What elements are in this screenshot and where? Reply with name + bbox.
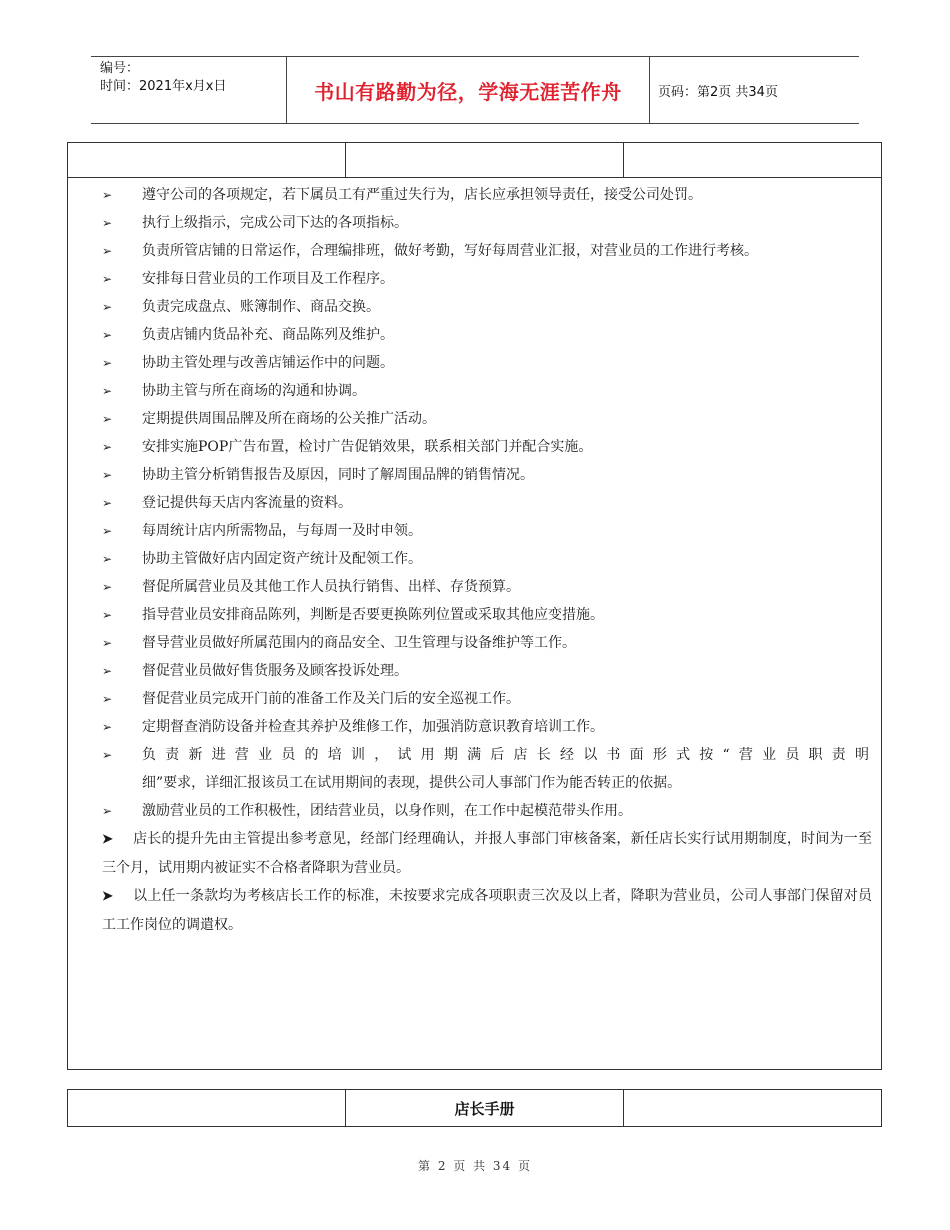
duty-item xyxy=(102,713,872,741)
arrow-bullet-icon: ➢ xyxy=(102,440,113,454)
arrow-bullet-icon: ➢ xyxy=(102,328,113,342)
duty-item xyxy=(102,433,872,461)
arrow-bullet-icon: ➢ xyxy=(102,748,113,762)
duty-item xyxy=(102,573,872,601)
duty-item-text: 协助主管与所在商场的沟通和协调。 xyxy=(142,383,366,399)
duty-item-text: 督导营业员做好所属范围内的商品安全、卫生管理与设备维护等工作。 xyxy=(142,635,576,651)
duty-item xyxy=(102,489,872,517)
column-divider xyxy=(345,143,346,177)
duty-item-text: 定期督查消防设备并检查其养护及维修工作，加强消防意识教育培训工作。 xyxy=(142,719,604,735)
arrow-bullet-icon: ➢ xyxy=(102,300,113,314)
duty-items xyxy=(102,181,872,741)
duty-item-text: 遵守公司的各项规定，若下属员工有严重过失行为，店长应承担领导责任，接受公司处罚。 xyxy=(142,187,702,203)
duty-item-text: 登记提供每天店内客流量的资料。 xyxy=(142,495,352,511)
column-divider xyxy=(623,143,624,177)
arrow-bullet-icon: ➢ xyxy=(102,496,113,510)
duty-item xyxy=(102,657,872,685)
training-line-1: 负责新进营业员的培训，试用期满后店长经以书面形式按“营业员职责明 xyxy=(142,747,872,763)
arrow-bullet-icon: ➢ xyxy=(102,524,113,538)
arrow-bullet-icon: ➢ xyxy=(102,552,113,566)
arrow-bullet-icon: ➢ xyxy=(102,356,113,370)
column-divider xyxy=(623,1090,624,1126)
arrow-bullet-icon: ➢ xyxy=(102,580,113,594)
footer-table xyxy=(67,1089,882,1127)
duty-item xyxy=(102,181,872,209)
duty-item-text: 负责完成盘点、账簿制作、商品交换。 xyxy=(142,299,380,315)
promotion-paragraph xyxy=(102,825,872,882)
duty-item xyxy=(102,685,872,713)
arrow-bullet-icon: ➢ xyxy=(102,412,113,426)
duty-item-text: 督促营业员完成开门前的准备工作及关门后的安全巡视工作。 xyxy=(142,691,520,707)
arrow-bullet-icon: ➤ xyxy=(102,832,113,847)
duty-item-text: 指导营业员安排商品陈列，判断是否要更换陈列位置或采取其他应变措施。 xyxy=(142,607,604,623)
training-line-2: 细”要求，详细汇报该员工在试用期间的表现，提供公司人事部门作为能否转正的依据。 xyxy=(142,775,682,791)
arrow-bullet-icon: ➢ xyxy=(102,468,113,482)
duty-item xyxy=(102,405,872,433)
duty-list xyxy=(102,181,872,939)
duty-item xyxy=(102,601,872,629)
duty-item xyxy=(102,377,872,405)
arrow-bullet-icon: ➢ xyxy=(102,244,113,258)
arrow-bullet-icon: ➢ xyxy=(102,636,113,650)
duty-item-text: 每周统计店内所需物品，与每周一及时申领。 xyxy=(142,523,422,539)
paragraph-text: 以上任一条款均为考核店长工作的标准，未按要求完成各项职责三次及以上者，降职为营业员，公司人事部门保留对员工工作岗位的调遣权。 xyxy=(102,888,872,933)
duty-item-text: 执行上级指示，完成公司下达的各项指标。 xyxy=(142,215,408,231)
arrow-bullet-icon: ➢ xyxy=(102,188,113,202)
number-label: 编号： xyxy=(100,61,140,76)
duty-item-text: 协助主管分析销售报告及原因，同时了解周围品牌的销售情况。 xyxy=(142,467,534,483)
duty-item xyxy=(102,545,872,573)
duty-item xyxy=(102,517,872,545)
page-header xyxy=(91,56,859,124)
duty-item-text: 督促所属营业员及其他工作人员执行销售、出样、存货预算。 xyxy=(142,579,520,595)
arrow-bullet-icon: ➢ xyxy=(102,216,113,230)
duty-item xyxy=(102,321,872,349)
arrow-bullet-icon: ➢ xyxy=(102,384,113,398)
duty-item xyxy=(102,349,872,377)
assessment-paragraph xyxy=(102,882,872,939)
duty-item-text: 安排实施POP广告布置，检讨广告促销效果，联系相关部门并配合实施。 xyxy=(142,439,593,455)
arrow-bullet-icon: ➢ xyxy=(102,608,113,622)
arrow-bullet-icon: ➢ xyxy=(102,272,113,286)
responsibility-table xyxy=(67,142,882,1070)
duty-item-text: 负责所管店铺的日常运作，合理编排班，做好考勤，写好每周营业汇报，对营业员的工作进行考核。 xyxy=(142,243,758,259)
duty-item xyxy=(102,461,872,489)
arrow-bullet-icon: ➢ xyxy=(102,664,113,678)
paragraph-text: 店长的提升先由主管提出参考意见，经部门经理确认，并报人事部门审核备案，新任店长实行试用期制度，时间为一至三个月，试用期内被证实不合格者降职为营业员。 xyxy=(102,831,872,876)
duty-item-text: 督促营业员做好售货服务及顾客投诉处理。 xyxy=(142,663,408,679)
arrow-bullet-icon: ➢ xyxy=(102,804,113,818)
duty-item xyxy=(102,237,872,265)
duty-item xyxy=(102,293,872,321)
footer-table-title: 店长手册 xyxy=(454,1099,515,1118)
page-footer: 第 2 页 共 34 页 xyxy=(418,1159,532,1173)
duty-item-text: 安排每日营业员的工作项目及工作程序。 xyxy=(142,271,394,287)
arrow-bullet-icon: ➢ xyxy=(102,720,113,734)
duty-item-text: 协助主管处理与改善店铺运作中的问题。 xyxy=(142,355,394,371)
header-motto: 书山有路勤为径，学海无涯苦作舟 xyxy=(287,57,650,123)
arrow-bullet-icon: ➢ xyxy=(102,692,113,706)
duty-item-motivate xyxy=(102,797,872,825)
header-meta xyxy=(91,57,287,123)
time-label: 时间：2021年x月x日 xyxy=(100,79,227,94)
duty-item-text: 协助主管做好店内固定资产统计及配领工作。 xyxy=(142,551,422,567)
arrow-bullet-icon: ➤ xyxy=(102,889,113,904)
duty-item-text: 激励营业员的工作积极性，团结营业员，以身作则，在工作中起模范带头作用。 xyxy=(142,803,632,819)
duty-item-text: 负责店铺内货品补充、商品陈列及维护。 xyxy=(142,327,394,343)
duty-item xyxy=(102,265,872,293)
duty-item xyxy=(102,629,872,657)
duty-item xyxy=(102,209,872,237)
duty-item-training xyxy=(102,741,872,797)
page-number-label: 页码：第2页 共34页 xyxy=(658,84,778,100)
duty-item-text: 定期提供周围品牌及所在商场的公关推广活动。 xyxy=(142,411,436,427)
table-header-row xyxy=(68,143,881,178)
